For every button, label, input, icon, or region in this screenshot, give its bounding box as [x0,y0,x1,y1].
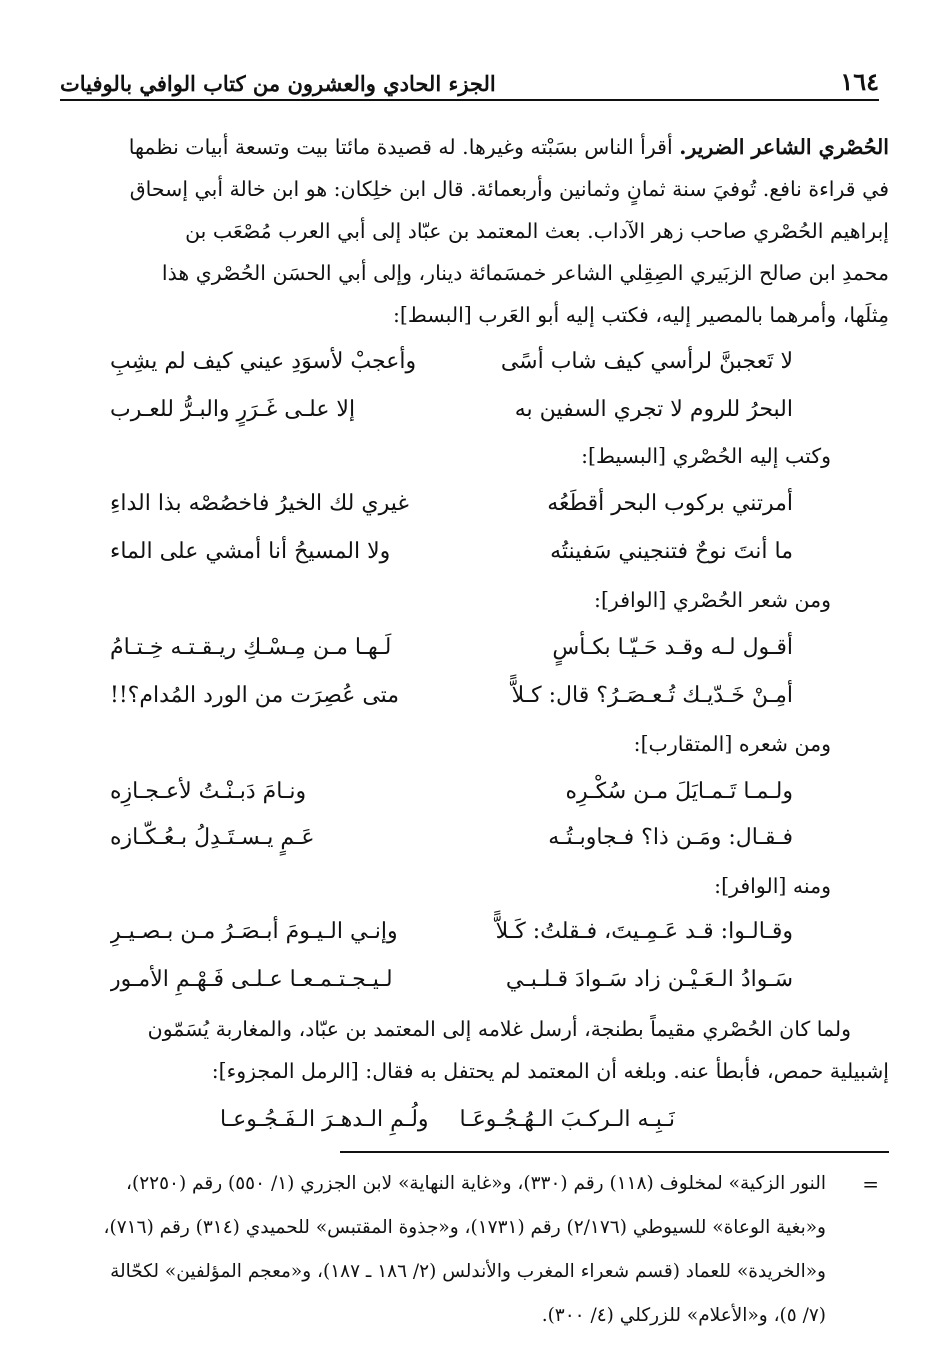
prose-line: مِثلَها، وأمرهما بالمصير إليه، فكتب إليه أبو العَرب [البسط]: [392,303,889,327]
verse-line [60,1094,889,1146]
verse-second-hemistich: وأعجبْ لأسوَدِ عيني كيف لم يشِبِ [110,349,417,374]
prose-line [60,126,889,168]
verse-line [60,670,889,722]
prose-line: محمدِ ابن صالح الزبَيري الصِقِلي الشاعر خمسَمائة دينار، وإلى أبي الحسَن الحُصْري هذا [161,261,889,285]
verse-second-hemistich: ولا المسيحُ أنا أمشي على الماء [110,539,391,564]
footnote-line: و«الخريدة» للعماد (قسم شعراء المغرب والأندلس (٢/ ١٨٦ ـ ١٨٧)، و«معجم المؤلفين» لكحّالة [110,1261,826,1282]
verse-first-hemistich: لا تَعجبنَّ لرأسي كيف شاب أسًى [500,349,793,374]
verse-line [60,478,889,530]
verse-line [60,622,889,674]
poem-intro: ومنه [الوافر]: [714,874,831,898]
verse-line [60,384,889,436]
verse-line [60,954,889,1006]
verse-first-hemistich: البحرُ للروم لا تجري السفين به [514,397,793,422]
prose-line: إبراهيم الحُصْري صاحب زهر الآداب. بعث المعتمد بن عبّاد إلى أبي العرب مُصْعَب بن [185,219,889,243]
running-title: الجزء الحادي والعشرون من كتاب الوافي بالوفيات [60,71,496,96]
verse-line [60,336,889,388]
footnote-line: النور الزكية» لمخلوف (١١٨) رقم (٣٣٠)، و«غاية النهاية» لابن الجزري (١/ ٥٥٠) رقم (٢٢٥٠)، [126,1173,826,1194]
verse-line [60,526,889,578]
verse-first-hemistich: ما أنتَ نوحٌ فتنجيني سَفينتُه [550,539,793,564]
verse-first-hemistich: سَـوادُ الـعَـيْـن زاد سَـوادَ قـلـبـي [505,967,793,992]
prose-line: إشبيلية حمص، فأبطأ عنه. وبلغه أن المعتمد لم يحتفل به فقال: [الرمل المجزوء]: [211,1059,889,1083]
verse-first-hemistich: أقـول لـه وقـد حَـيّـا بكـأسٍ [552,635,793,660]
footnote-continuation-mark: = [862,1172,879,1196]
verse-second-hemistich: وإنـي الـيـومَ أبـصَـرُ مـن بـصـيـرِ [110,919,398,944]
verse-line [60,766,889,818]
verse-line [60,812,889,864]
verse-first-hemistich: ولـمـا تَـمـايَلَ مـن سُكْـرِه [565,779,793,804]
prose-text: أقرأ الناس بسَبْته وغيرها. له قصيدة مائتا بيت وتسعة أبيات نظمها [128,135,680,159]
poem-intro: ومن شعره [المتقارب]: [633,732,831,756]
verse-line [60,906,889,958]
running-header [60,52,879,96]
entry-name: الحُصْري الشاعر الضرير. [679,135,889,159]
verse-second-hemistich: ولُـمِ الـدهـرَ الـفَـجُـوعـا [220,1107,429,1132]
poem-intro: ومن شعر الحُصْري [الوافر]: [594,588,831,612]
footnote-rule [340,1151,889,1153]
footnote-line: (٧/ ٥)، و«الأعلام» للزركلي (٤/ ٣٠٠). [541,1305,826,1326]
footnote-line: و«بغية الوعاة» للسيوطي (٢/١٧٦) رقم (١٧٣١)، و«جذوة المقتبس» للحميدي (٣١٤) رقم (٧١٦)، [103,1217,826,1238]
verse-second-hemistich: لـيـجـتـمـعـا عـلـى فَـهْـمِ الأمـور [110,967,393,992]
verse-first-hemistich: فـقـال: ومَـن ذا؟ فـجاوبـتُـه [548,825,793,850]
verse-second-hemistich: غيري لك الخيرُ فاخصُصْه بذا الداءِ [110,491,409,516]
verse-second-hemistich: إلا علـى غَـرَرٍ والبـرُّ للعـرب [110,397,356,422]
verse-second-hemistich: ونـامَ دَبـنْـتُ لأعـجـازِه [110,779,307,804]
verse-first-hemistich: أمِـنْ خَـدّيـك تُـعـصَـرُ؟ قال: كـلاًّ [511,683,793,708]
header-rule [60,99,879,101]
verse-second-hemistich: لَـهـا مـن مِـسْـكِ ريـقـتـه خِـتـامُ [110,635,392,660]
prose-line: في قراءة نافع. تُوفيَ سنة ثمانٍ وثمانين وأربعمائة. قال ابن خلِكان: هو ابن خالة أبي إسحاق [129,177,889,201]
verse-second-hemistich: عَـمٍ يـسـتَـدِلُ بـعُـكّـازه [110,825,315,850]
page-number: ١٦٤ [840,67,879,96]
poem-intro: وكتب إليه الحُصْري [البسيط]: [581,444,831,468]
prose-line: ولما كان الحُصْري مقيماً بطنجة، أرسل غلامه إلى المعتمد بن عبّاد، والمغاربة يُسَمّون [147,1017,851,1041]
verse-first-hemistich: وقـالـوا: قـد عَـمِـيتَ، فـقلتُ: كَـلاًّ [495,919,793,944]
verse-second-hemistich: متى عُصِرَت من الورد المُدام؟!! [110,683,400,708]
verse-first-hemistich: أمرتني بركوب البحر أقطَعُه [547,491,793,516]
verse-first-hemistich: نَـبِـه الـركـبَ الـهُـجُـوعَـا [459,1107,675,1132]
